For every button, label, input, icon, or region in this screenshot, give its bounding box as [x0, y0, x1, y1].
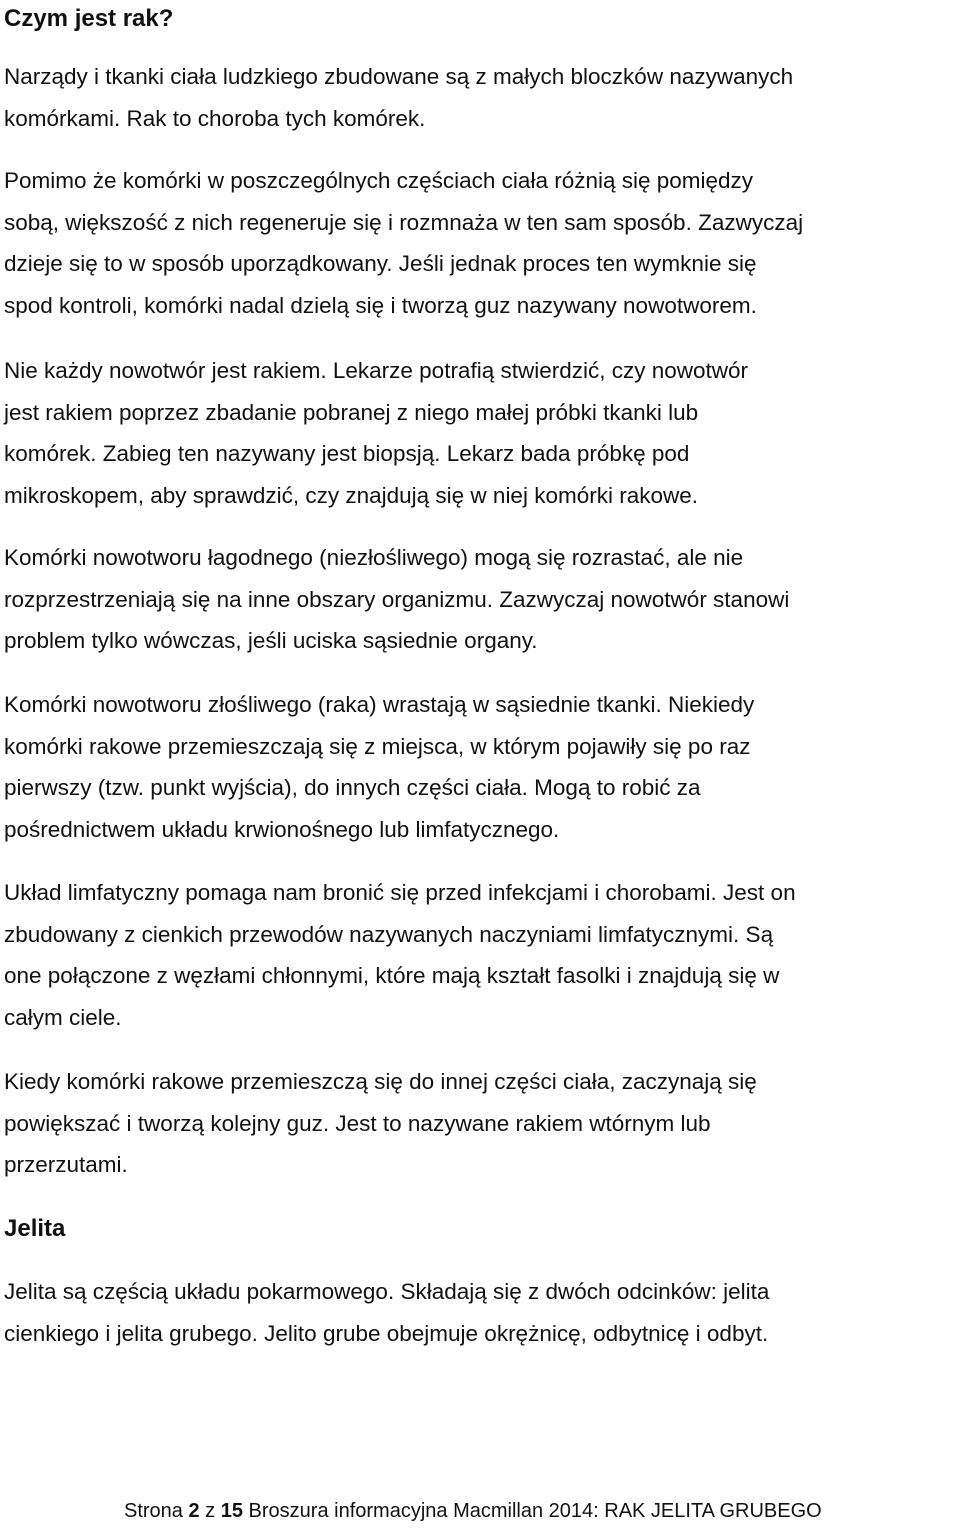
paragraph: [4, 872, 796, 1038]
text-line: Komórki nowotworu łagodnego (niezłośliwego) mogą się rozrastać, ale nie: [4, 545, 744, 570]
text-line: rozprzestrzeniają się na inne obszary organizmu. Zazwyczaj nowotwór stanowi: [4, 586, 790, 612]
footer-page-total: 15: [220, 1500, 243, 1522]
text-line: komórkami. Rak to choroba tych komórek.: [4, 105, 426, 131]
paragraph: [4, 1271, 769, 1354]
section-heading-intestines: Jelita: [4, 1215, 66, 1242]
footer-title: Broszura informacyjna Macmillan 2014: RAK JELITA GRUBEGO: [242, 1500, 822, 1522]
paragraph: [4, 160, 803, 326]
paragraph: [4, 56, 793, 139]
footer-middle: z: [199, 1500, 221, 1522]
text-line: spod kontroli, komórki nadal dzielą się i tworzą guz nazywany nowotworem.: [4, 292, 757, 318]
text-line: komórki rakowe przemieszczają się z miejsca, w którym pojawiły się po raz: [4, 733, 751, 759]
text-line: Komórki nowotworu złośliwego (raka) wrastają w sąsiednie tkanki. Niekiedy: [4, 692, 755, 717]
paragraph: [4, 537, 789, 662]
text-line: Układ limfatyczny pomaga nam bronić się przed infekcjami i chorobami. Jest on: [4, 880, 796, 905]
text-line: pośrednictwem układu krwionośnego lub limfatycznego.: [4, 816, 560, 842]
footer-prefix: Strona: [124, 1500, 189, 1522]
text-line: powiększać i tworzą kolejny guz. Jest to nazywane rakiem wtórnym lub: [4, 1110, 711, 1136]
paragraph: [4, 684, 754, 850]
text-line: komórek. Zabieg ten nazywany jest biopsją. Lekarz bada próbkę pod: [4, 441, 690, 466]
page-footer: [124, 1497, 822, 1525]
text-line: dzieje się to w sposób uporządkowany. Jeśli jednak proces ten wymknie się: [4, 251, 757, 276]
text-line: cienkiego i jelita grubego. Jelito grube obejmuje okrężnicę, odbytnicę i odbyt.: [4, 1320, 769, 1346]
section-heading-cancer: Czym jest rak?: [4, 5, 174, 32]
text-line: całym ciele.: [4, 1004, 122, 1030]
text-line: Narządy i tkanki ciała ludzkiego zbudowane są z małych bloczków nazywanych: [4, 64, 794, 89]
text-line: pierwszy (tzw. punkt wyjścia), do innych części ciała. Mogą to robić za: [4, 775, 701, 800]
text-line: Pomimo że komórki w poszczególnych częściach ciała różnią się pomiędzy: [4, 168, 754, 193]
text-line: one połączone z węzłami chłonnymi, które mają kształt fasolki i znajdują się w: [4, 963, 780, 988]
text-line: Nie każdy nowotwór jest rakiem. Lekarze potrafią stwierdzić, czy nowotwór: [4, 358, 749, 383]
text-line: przerzutami.: [4, 1152, 128, 1177]
text-line: Kiedy komórki rakowe przemieszczą się do innej części ciała, zaczynają się: [4, 1069, 757, 1094]
footer-page-number: 2: [188, 1500, 200, 1522]
paragraph: [4, 1061, 757, 1186]
text-line: zbudowany z cienkich przewodów nazywanych naczyniami limfatycznymi. Są: [4, 921, 774, 947]
text-line: Jelita są częścią układu pokarmowego. Składają się z dwóch odcinków: jelita: [4, 1279, 770, 1304]
text-line: mikroskopem, aby sprawdzić, czy znajdują się w niej komórki rakowe.: [4, 482, 698, 508]
paragraph: [4, 350, 748, 516]
text-line: jest rakiem poprzez zbadanie pobranej z niego małej próbki tkanki lub: [4, 399, 699, 425]
text-line: sobą, większość z nich regeneruje się i rozmnaża w ten sam sposób. Zazwyczaj: [4, 209, 804, 235]
text-line: problem tylko wówczas, jeśli uciska sąsiednie organy.: [4, 628, 538, 653]
